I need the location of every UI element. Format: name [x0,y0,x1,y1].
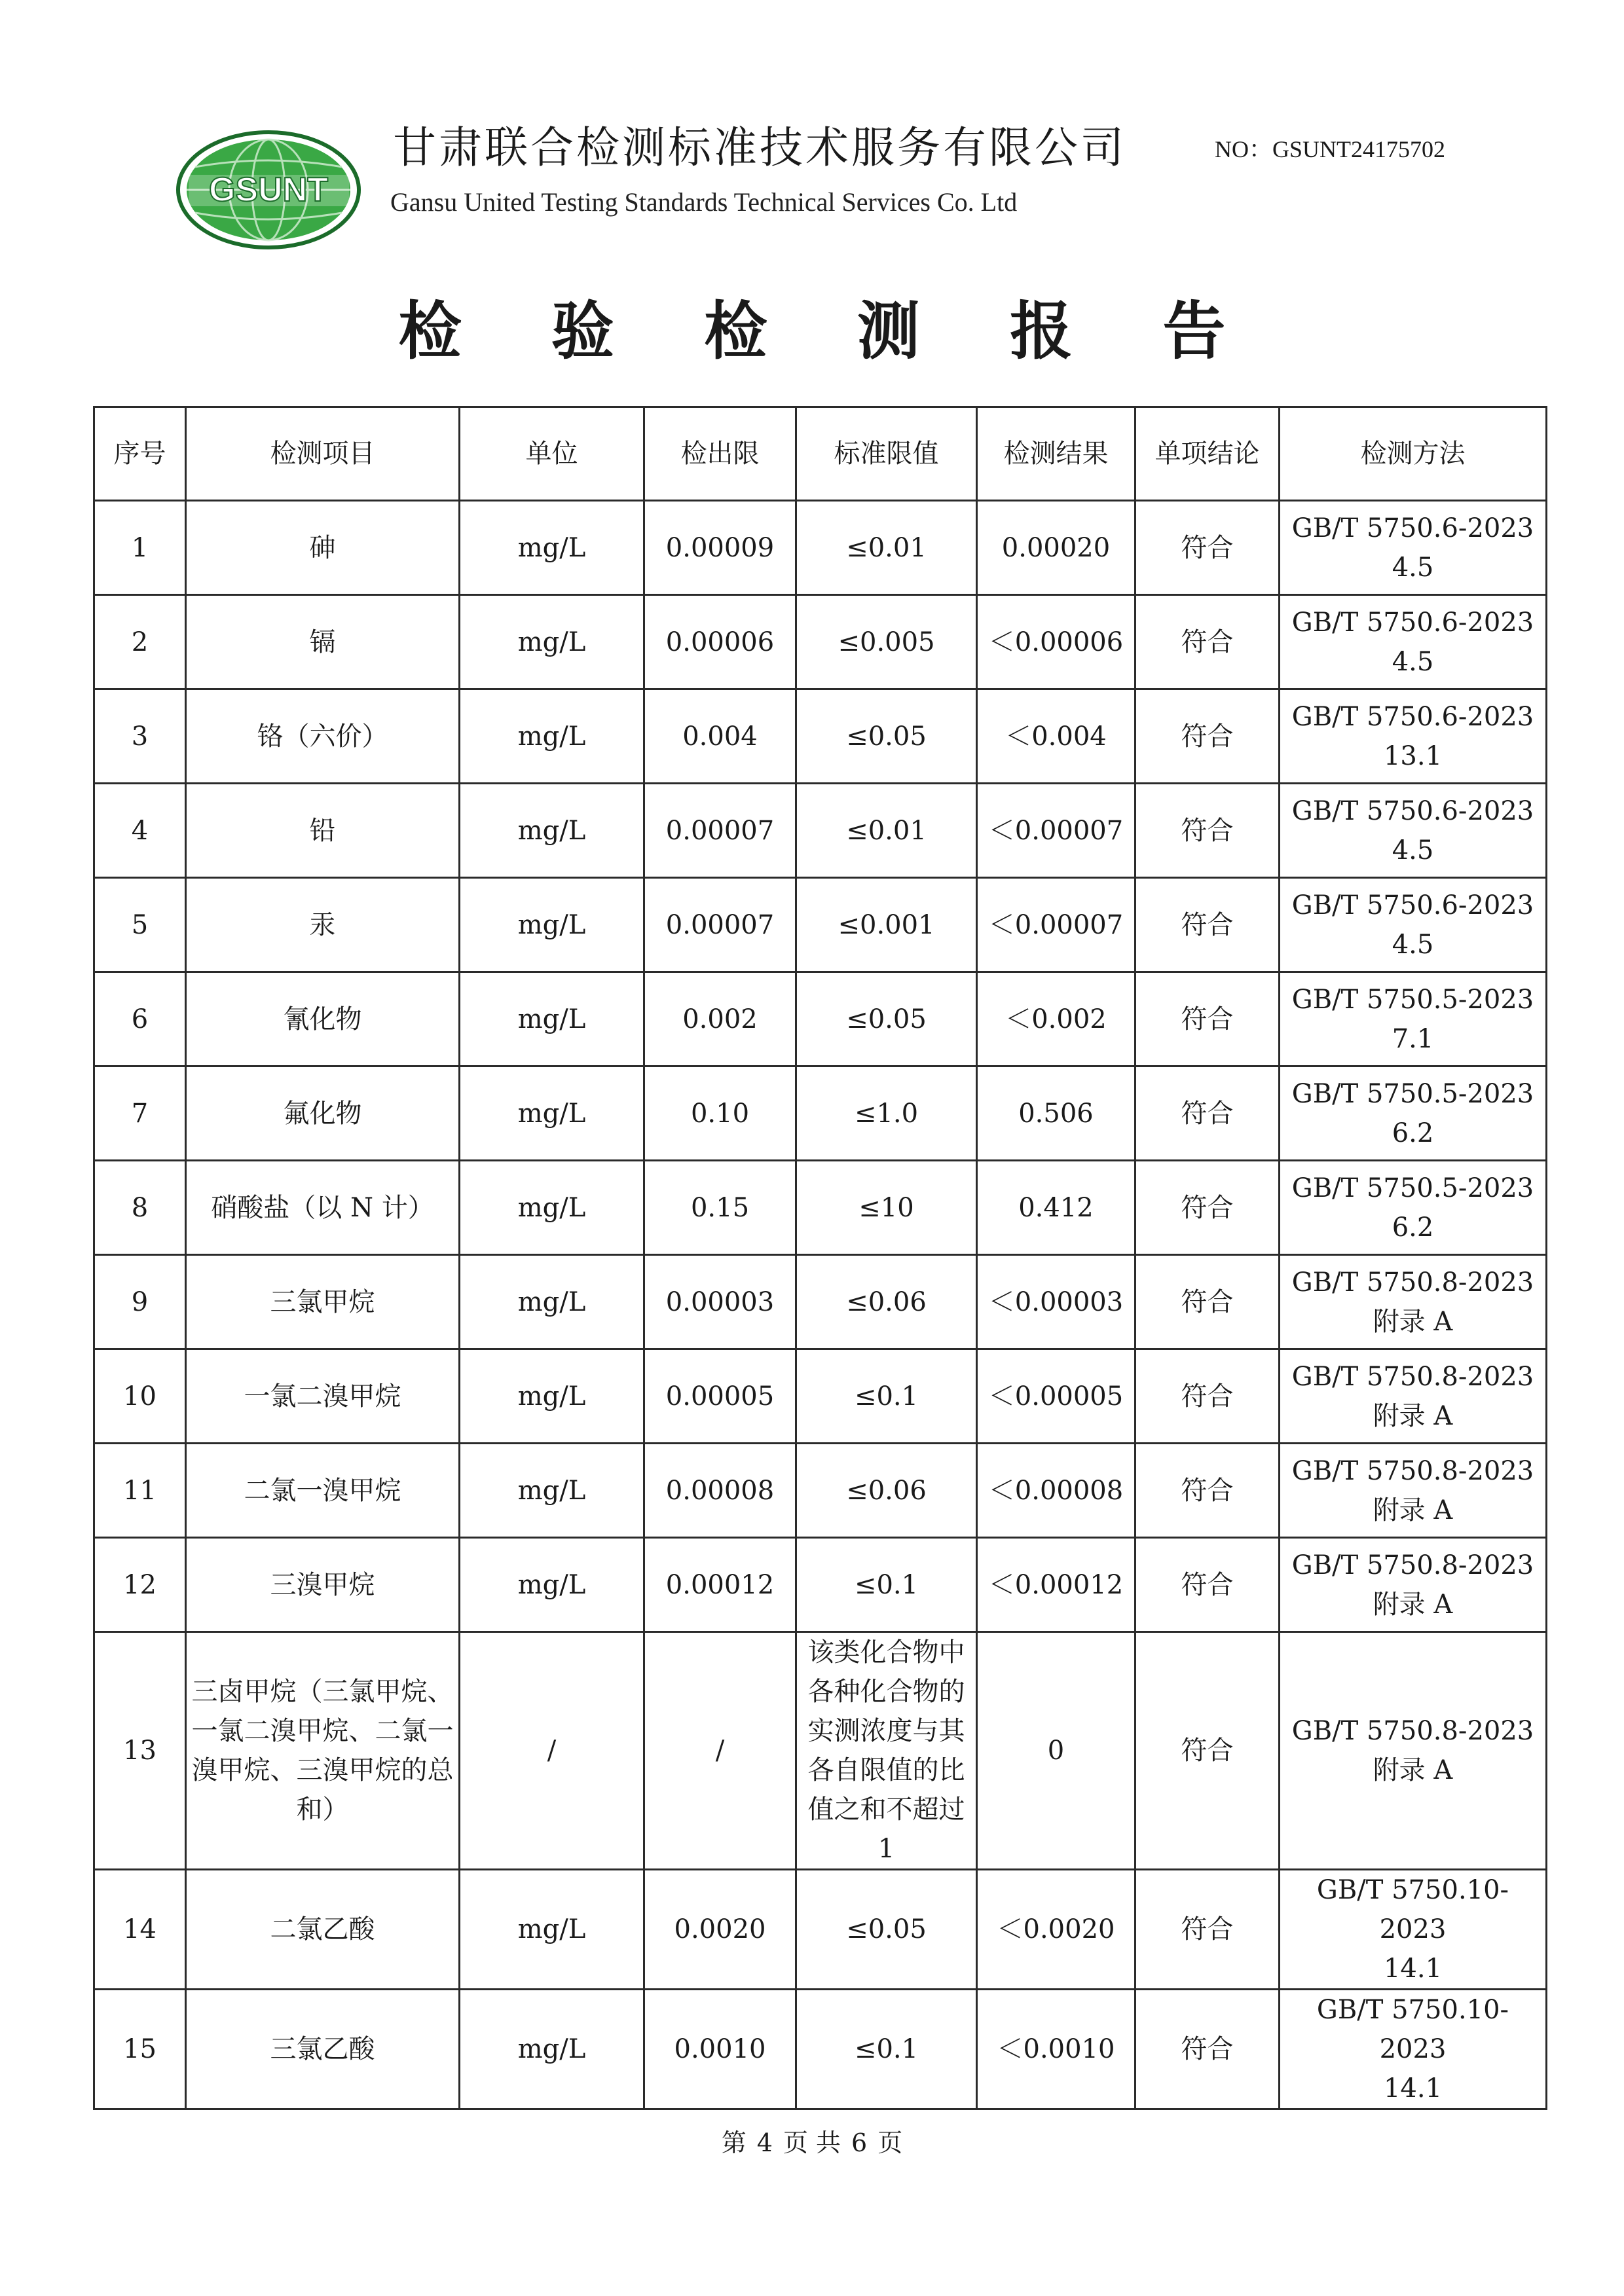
cell-conclusion: 符合 [1135,501,1280,595]
footer-total-pages: 6 [851,2128,868,2157]
table-row [94,1870,1547,1990]
cell-lod: 0.002 [644,972,796,1066]
cell-item: 氰化物 [186,972,460,1066]
document-title: 检 验 检 测 报 告 [398,294,1260,368]
cell-method [1280,1444,1547,1538]
cell-limit: ≤0.06 [796,1444,977,1538]
cell-limit: ≤1.0 [796,1066,977,1161]
company-name-cn: 甘肃联合检测标准技术服务有限公司 [393,122,1126,173]
header-lod: 检出限 [644,407,796,501]
table-row [94,972,1547,1066]
cell-conclusion: 符合 [1135,1870,1280,1990]
cell-limit: ≤10 [796,1161,977,1255]
method-standard: GB/T 5750.6-2023 [1291,795,1534,826]
cell-limit: ≤0.06 [796,1255,977,1349]
cell-method [1280,1990,1547,2109]
table-row [94,1444,1547,1538]
cell-result: ＜0.00003 [977,1255,1135,1349]
cell-conclusion: 符合 [1135,595,1280,689]
cell-result: ＜0.0010 [977,1990,1135,2109]
method-clause: 14.1 [1383,2073,1443,2104]
cell-unit: mg/L [460,972,644,1066]
method-standard: GB/T 5750.8-2023 [1291,1455,1534,1486]
cell-result: ＜0.00007 [977,878,1135,972]
cell-lod: 0.00009 [644,501,796,595]
cell-conclusion: 符合 [1135,1066,1280,1161]
cell-item: 二氯乙酸 [186,1870,460,1990]
method-standard: GB/T 5750.8-2023 [1291,1716,1534,1746]
cell-conclusion: 符合 [1135,1538,1280,1632]
cell-method [1280,1632,1547,1870]
cell-unit: mg/L [460,595,644,689]
cell-method [1280,1349,1547,1444]
method-standard: GB/T 5750.5-2023 [1291,1078,1534,1109]
table-row [94,689,1547,784]
cell-unit: mg/L [460,1870,644,1990]
cell-item: 铅 [186,784,460,878]
cell-method [1280,784,1547,878]
method-clause: 4.5 [1392,929,1434,960]
table-row [94,1161,1547,1255]
cell-lod: 0.00012 [644,1538,796,1632]
cell-unit: mg/L [460,1255,644,1349]
cell-item: 三氯甲烷 [186,1255,460,1349]
cell-item: 三卤甲烷（三氯甲烷、一氯二溴甲烷、二氯一溴甲烷、三溴甲烷的总和） [186,1632,460,1870]
method-clause: 4.5 [1392,835,1434,866]
cell-lod: 0.00007 [644,878,796,972]
cell-unit: mg/L [460,1066,644,1161]
cell-method [1280,1161,1547,1255]
cell-unit: / [460,1632,644,1870]
method-standard: GB/T 5750.8-2023 [1291,1267,1534,1298]
cell-limit: ≤0.05 [796,1870,977,1990]
method-clause: 附录 A [1373,1755,1453,1785]
method-clause: 6.2 [1392,1118,1434,1148]
cell-conclusion: 符合 [1135,1349,1280,1444]
cell-limit: ≤0.005 [796,595,977,689]
method-standard: GB/T 5750.6-2023 [1291,513,1534,543]
method-clause: 附录 A [1373,1589,1453,1620]
cell-conclusion: 符合 [1135,1990,1280,2109]
table-row [94,1349,1547,1444]
cell-method [1280,1538,1547,1632]
method-standard: GB/T 5750.5-2023 [1291,984,1534,1015]
header-conclusion: 单项结论 [1135,407,1280,501]
cell-no: 2 [94,595,186,689]
cell-unit: mg/L [460,878,644,972]
cell-conclusion: 符合 [1135,1161,1280,1255]
cell-method [1280,1870,1547,1990]
footer-page-number: 4 [756,2128,773,2157]
cell-conclusion: 符合 [1135,784,1280,878]
method-clause: 附录 A [1373,1306,1453,1337]
table-row [94,595,1547,689]
cell-conclusion: 符合 [1135,689,1280,784]
method-clause: 14.1 [1383,1954,1443,1984]
cell-result: ＜0.00008 [977,1444,1135,1538]
gsunt-logo [175,128,362,252]
cell-unit: mg/L [460,1990,644,2109]
cell-lod: 0.00007 [644,784,796,878]
method-standard: GB/T 5750.6-2023 [1291,701,1534,732]
cell-item: 镉 [186,595,460,689]
method-standard: GB/T 5750.6-2023 [1291,607,1534,638]
cell-result: ＜0.0020 [977,1870,1135,1990]
cell-limit: ≤0.05 [796,972,977,1066]
cell-result: ＜0.00006 [977,595,1135,689]
test-results-table [93,406,1547,2110]
cell-conclusion: 符合 [1135,878,1280,972]
method-clause: 6.2 [1392,1212,1434,1243]
table-row [94,1632,1547,1870]
cell-no: 8 [94,1161,186,1255]
method-clause: 13.1 [1383,740,1443,771]
method-clause: 附录 A [1373,1495,1453,1525]
cell-method [1280,595,1547,689]
cell-no: 7 [94,1066,186,1161]
cell-result: 0 [977,1632,1135,1870]
cell-no: 10 [94,1349,186,1444]
table-row [94,1538,1547,1632]
cell-item: 砷 [186,501,460,595]
cell-lod: 0.00005 [644,1349,796,1444]
table-row [94,878,1547,972]
method-standard: GB/T 5750.5-2023 [1291,1173,1534,1203]
cell-conclusion: 符合 [1135,1632,1280,1870]
cell-limit: ≤0.01 [796,501,977,595]
cell-limit: ≤0.1 [796,1349,977,1444]
cell-item: 三溴甲烷 [186,1538,460,1632]
cell-limit: 该类化合物中各种化合物的实测浓度与其各自限值的比值之和不超过1 [796,1632,977,1870]
cell-result: ＜0.004 [977,689,1135,784]
table-row [94,1255,1547,1349]
cell-item: 硝酸盐（以 N 计） [186,1161,460,1255]
cell-limit: ≤0.01 [796,784,977,878]
cell-no: 4 [94,784,186,878]
footer-middle: 页 共 [783,2128,841,2157]
cell-unit: mg/L [460,784,644,878]
cell-unit: mg/L [460,1444,644,1538]
cell-item: 一氯二溴甲烷 [186,1349,460,1444]
cell-item: 三氯乙酸 [186,1990,460,2109]
method-standard: GB/T 5750.10-2023 [1316,1995,1509,2064]
method-clause: 4.5 [1392,646,1434,677]
cell-limit: ≤0.001 [796,878,977,972]
cell-lod: / [644,1632,796,1870]
page-footer [0,2123,1624,2159]
cell-result: 0.506 [977,1066,1135,1161]
method-clause: 附录 A [1373,1400,1453,1431]
cell-unit: mg/L [460,501,644,595]
cell-method [1280,972,1547,1066]
cell-conclusion: 符合 [1135,1444,1280,1538]
cell-unit: mg/L [460,1349,644,1444]
cell-item: 汞 [186,878,460,972]
cell-unit: mg/L [460,1161,644,1255]
cell-result: 0.00020 [977,501,1135,595]
cell-limit: ≤0.05 [796,689,977,784]
cell-lod: 0.10 [644,1066,796,1161]
cell-no: 11 [94,1444,186,1538]
report-number: NO：GSUNT24175702 [1215,136,1446,162]
table-row [94,1990,1547,2109]
cell-unit: mg/L [460,1538,644,1632]
cell-lod: 0.00008 [644,1444,796,1538]
cell-lod: 0.00006 [644,595,796,689]
cell-result: ＜0.00012 [977,1538,1135,1632]
cell-method [1280,689,1547,784]
cell-lod: 0.0020 [644,1870,796,1990]
cell-method [1280,878,1547,972]
method-clause: 4.5 [1392,552,1434,583]
cell-item: 氟化物 [186,1066,460,1161]
cell-lod: 0.0010 [644,1990,796,2109]
logo-wordmark: GSUNT [209,171,328,209]
method-standard: GB/T 5750.10-2023 [1316,1875,1509,1944]
method-standard: GB/T 5750.6-2023 [1291,890,1534,920]
cell-no: 6 [94,972,186,1066]
cell-lod: 0.004 [644,689,796,784]
table-row [94,784,1547,878]
method-clause: 7.1 [1392,1023,1434,1054]
cell-result: 0.412 [977,1161,1135,1255]
table-header-row [94,407,1547,501]
cell-no: 14 [94,1870,186,1990]
cell-lod: 0.15 [644,1161,796,1255]
footer-suffix: 页 [877,2128,903,2157]
table-row [94,1066,1547,1161]
header-limit: 标准限值 [796,407,977,501]
cell-result: ＜0.00007 [977,784,1135,878]
company-name-en: Gansu United Testing Standards Technical Services Co. Ltd [390,187,1018,217]
header-method: 检测方法 [1280,407,1547,501]
header-item: 检测项目 [186,407,460,501]
cell-no: 5 [94,878,186,972]
cell-no: 3 [94,689,186,784]
cell-item: 铬（六价） [186,689,460,784]
cell-unit: mg/L [460,689,644,784]
header-unit: 单位 [460,407,644,501]
cell-conclusion: 符合 [1135,1255,1280,1349]
cell-no: 9 [94,1255,186,1349]
cell-no: 13 [94,1632,186,1870]
cell-lod: 0.00003 [644,1255,796,1349]
header-seq: 序号 [94,407,186,501]
cell-no: 15 [94,1990,186,2109]
cell-method [1280,501,1547,595]
header-result: 检测结果 [977,407,1135,501]
cell-no: 1 [94,501,186,595]
cell-result: ＜0.002 [977,972,1135,1066]
cell-result: ＜0.00005 [977,1349,1135,1444]
cell-limit: ≤0.1 [796,1538,977,1632]
cell-no: 12 [94,1538,186,1632]
footer-prefix: 第 [721,2128,747,2157]
method-standard: GB/T 5750.8-2023 [1291,1550,1534,1580]
cell-method [1280,1255,1547,1349]
table-row [94,501,1547,595]
report-header [0,0,1624,275]
cell-method [1280,1066,1547,1161]
cell-limit: ≤0.1 [796,1990,977,2109]
cell-item: 二氯一溴甲烷 [186,1444,460,1538]
cell-conclusion: 符合 [1135,972,1280,1066]
method-standard: GB/T 5750.8-2023 [1291,1361,1534,1392]
